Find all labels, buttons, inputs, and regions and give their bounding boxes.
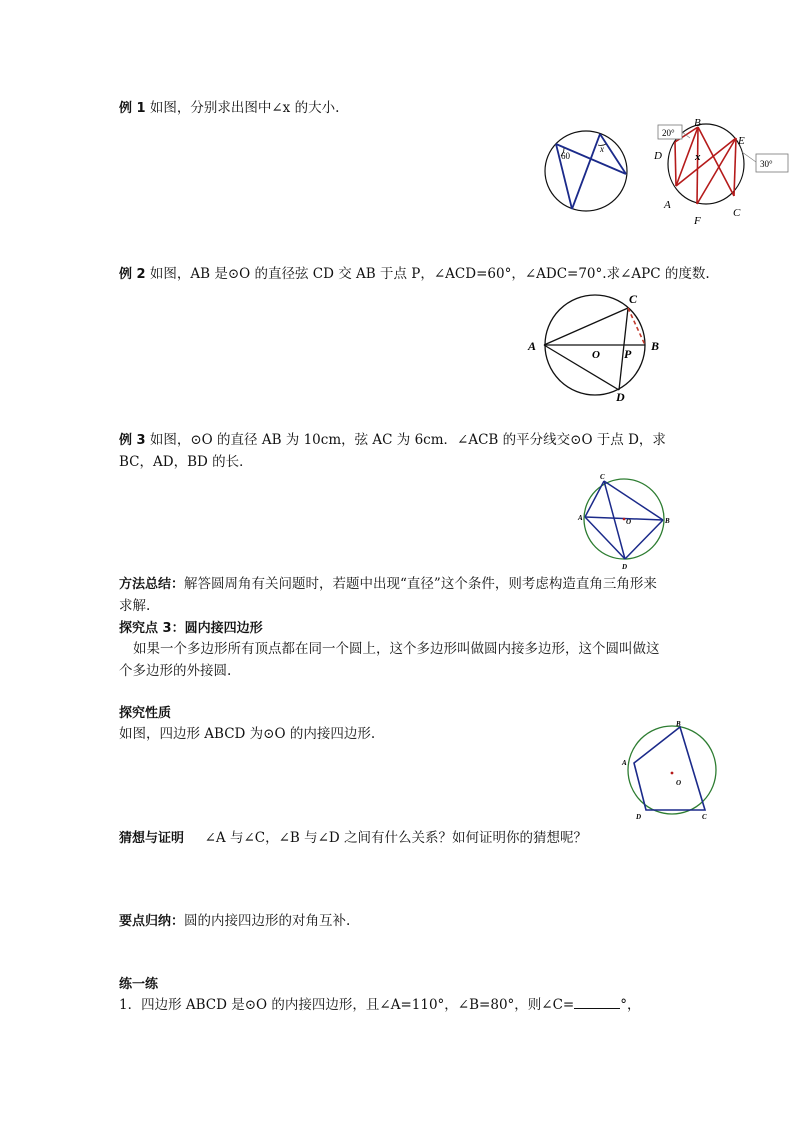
figure-ex1-left (540, 126, 632, 216)
fig-ex2-label-O: O (592, 349, 600, 361)
method-summary-line1 (119, 574, 657, 595)
guess-prove-text: ∠A 与∠C，∠B 与∠D 之间有什么关系？如何证明你的猜想呢？ (204, 830, 588, 846)
example-1-label: 例 1 (119, 101, 146, 116)
method-summary-label: 方法总结： (119, 577, 185, 592)
example-2 (119, 264, 710, 285)
fig2-label-A: A (664, 199, 671, 211)
example-3-label: 例 3 (119, 433, 146, 448)
example-1 (119, 98, 339, 119)
fig1-angle-label: 60 (561, 151, 570, 161)
figure-property (616, 716, 724, 822)
answer-blank[interactable] (574, 995, 620, 1009)
fig-property-label-O: O (676, 779, 682, 787)
fig2-label-D: D (654, 150, 662, 162)
fig-ex3-label-A: A (578, 514, 583, 522)
fig2-label-B: B (694, 118, 701, 129)
fig2-box-top: 20° (662, 128, 675, 138)
example-3-line2 (119, 452, 253, 472)
fig2-label-F: F (694, 215, 701, 227)
explore-point-3-line2 (119, 661, 231, 681)
method-summary-line2 (119, 596, 150, 616)
example-3-text-2: BC，AD，BD 的长． (119, 454, 253, 470)
fig-property-label-B: B (676, 720, 681, 728)
property-heading (119, 703, 171, 724)
key-summary-text: 圆的内接四边形的对角互补. (184, 913, 351, 929)
practice-q1-suffix: °， (620, 997, 641, 1013)
figure-ex3 (574, 472, 674, 572)
fig2-box-right: 30° (760, 159, 773, 169)
fig-ex2-label-C: C (629, 292, 638, 306)
key-summary-label: 要点归纳： (119, 914, 185, 929)
fig-ex3-label-C: C (600, 473, 605, 481)
fig-property-label-D: D (636, 813, 642, 821)
property-text: 如图，四边形 ABCD 为⊙O 的内接四边形. (119, 726, 376, 742)
example-1-text: 如图，分别求出图中∠x 的大小. (149, 100, 340, 116)
fig-property-label-A: A (622, 759, 627, 767)
fig-ex3-label-B: B (665, 517, 670, 525)
property-label: 探究性质 (119, 706, 172, 721)
fig-ex2-label-P: P (624, 347, 632, 361)
figure-ex2 (522, 288, 672, 404)
practice-question-1 (119, 995, 640, 1015)
practice-heading (119, 974, 158, 995)
example-3-line1 (119, 430, 666, 451)
fig-property-label-C: C (702, 813, 707, 821)
property-line (119, 724, 375, 744)
guess-prove-label: 猜想与证明 (119, 831, 185, 846)
method-summary-text-1: 解答圆周角有关问题时，若题中出现“直径”这个条件，则考虑构造直角三角形来 (184, 576, 657, 592)
explore-point-3-text-1: 如果一个多边形所有顶点都在同一个圆上，这个多边形叫做圆内接多边形，这个圆叫做这 (133, 641, 660, 657)
fig1-x-label: x (600, 144, 604, 154)
explore-point-3-label: 探究点 3：圆内接四边形 (119, 621, 263, 636)
fig-ex2-label-B: B (651, 339, 660, 353)
practice-label: 练一练 (119, 977, 159, 992)
explore-point-3-text-2: 个多边形的外接圆. (119, 663, 232, 679)
fig-ex3-label-O: O (626, 518, 632, 526)
fig2-label-E: E (738, 135, 745, 147)
fig-ex2-label-D: D (616, 390, 625, 404)
figure-ex1-right (650, 118, 794, 230)
guess-prove (119, 828, 587, 849)
key-summary (119, 911, 350, 932)
fig2-label-C: C (733, 207, 741, 219)
fig-ex2-label-A: A (528, 339, 537, 353)
example-2-label: 例 2 (119, 267, 146, 282)
explore-point-3-line1 (133, 639, 660, 659)
fig2-x-label: x (695, 151, 701, 163)
example-3-text-1: 如图，⊙O 的直径 AB 为 10cm，弦 AC 为 6cm．∠ACB 的平分线交⊙O 于点 D，求 (149, 432, 666, 448)
practice-q1-text: 1．四边形 ABCD 是⊙O 的内接四边形，且∠A=110°，∠B=80°，则∠C= (119, 997, 575, 1013)
method-summary-text-2: 求解. (119, 598, 151, 614)
example-2-text: 如图，AB 是⊙O 的直径弦 CD 交 AB 于点 P，∠ACD=60°，∠ADC=70°.求∠APC 的度数. (149, 266, 710, 282)
explore-point-3-heading (119, 618, 263, 639)
fig-ex3-label-D: D (622, 563, 628, 571)
